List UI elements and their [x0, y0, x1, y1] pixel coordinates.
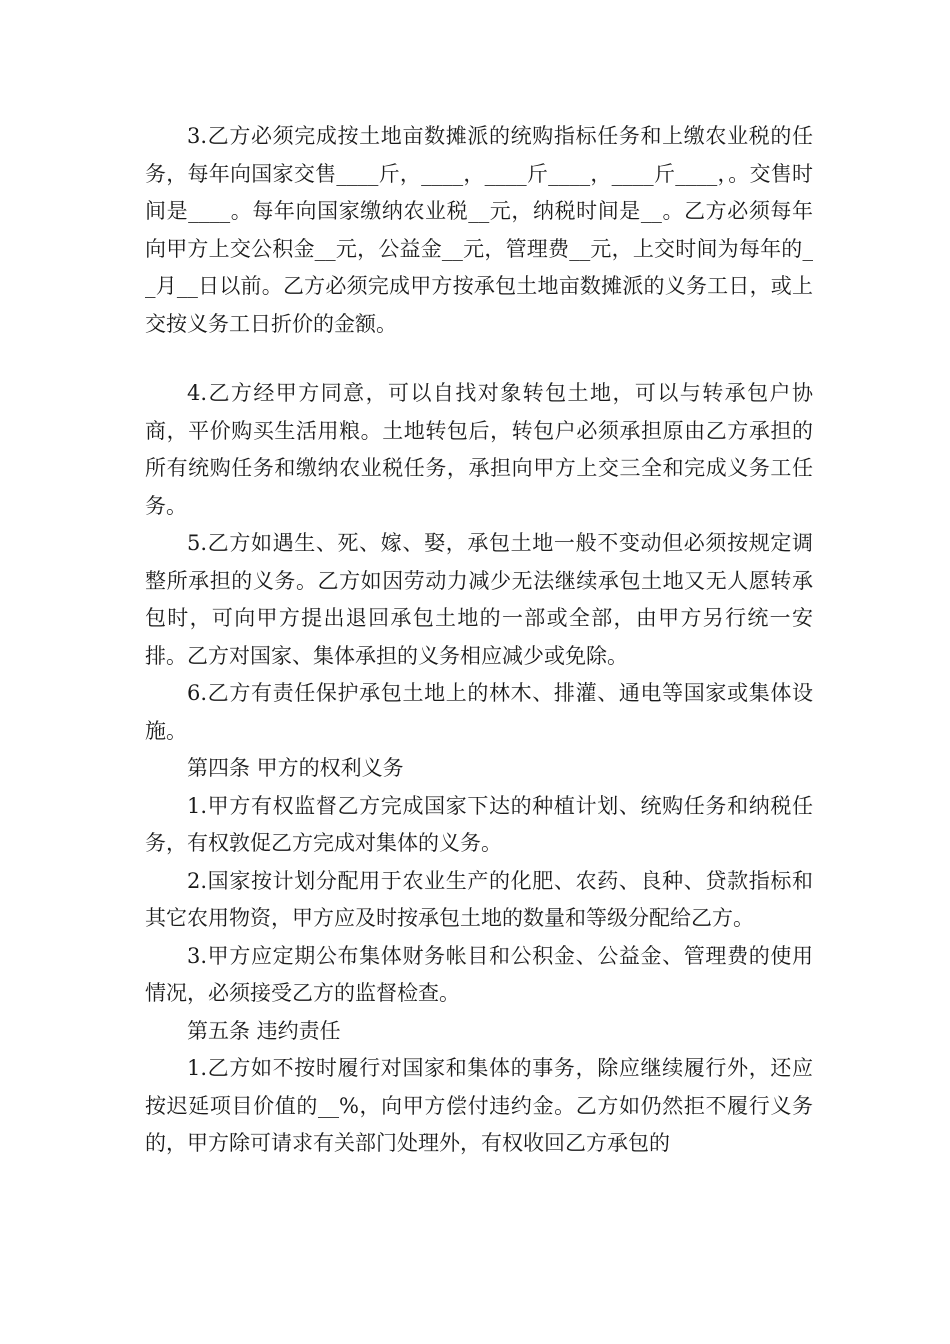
paragraph-gap [145, 343, 813, 375]
paragraph-6-facility-protection: 6.乙方有责任保护承包土地上的林木、排灌、通电等国家或集体设施。 [145, 681, 813, 743]
article-4-heading: 第四条 甲方的权利义务 [187, 756, 404, 780]
article-4-clause-2: 2.国家按计划分配用于农业生产的化肥、农药、良种、贷款指标和其它农用物资，甲方应及时按承包土地的数量和等级分配给乙方。 [145, 868, 813, 930]
article-4-clause-3: 3.甲方应定期公布集体财务帐目和公积金、公益金、管理费的使用情况，必须接受乙方的监督检查。 [145, 943, 813, 1005]
article-4-clause-1: 1.甲方有权监督乙方完成国家下达的种植计划、统购任务和纳税任务，有权敦促乙方完成对集体的义务。 [145, 793, 813, 855]
article-5-clause-1: 1.乙方如不按时履行对国家和集体的事务，除应继续履行外，还应按迟延项目价值的__%，向甲方偿付违约金。乙方如仍然拒不履行义务的，甲方除可请求有关部门处理外，有权收回乙方承包的 [145, 1056, 813, 1155]
paragraph-5-life-events: 5.乙方如遇生、死、嫁、娶，承包土地一般不变动但必须按规定调整所承担的义务。乙方如因劳动力减少无法继续承包土地又无人愿转承包时，可向甲方提出退回承包土地的一部或全部，由甲方另行统一安排。乙方对国家、集体承担的义务相应减少或免除。 [145, 531, 813, 668]
document-body [145, 118, 813, 1163]
article-5-heading: 第五条 违约责任 [187, 1018, 341, 1043]
paragraph-4-subcontracting: 4.乙方经甲方同意，可以自找对象转包土地，可以与转承包户协商，平价购买生活用粮。土地转包后，转包户必须承担原由乙方承担的所有统购任务和缴纳农业税任务，承担向甲方上交三全和完成义务工任务。 [145, 381, 813, 518]
paragraph-3-purchase-tax-duties: 3.乙方必须完成按土地亩数摊派的统购指标任务和上缴农业税的任务，每年向国家交售____斤，____，____斤____，____斤____，。交售时间是____。每年向国家缴纳农业税__元，纳税时间是__。乙方必须每年向甲方上交公积金__元，公益金__元，管理费__元，上交时间为每年的__月__日以前。乙方必须完成甲方按承包土地亩数摊派的义务工日，或上交按义务工日折价的金额。 [145, 124, 813, 336]
